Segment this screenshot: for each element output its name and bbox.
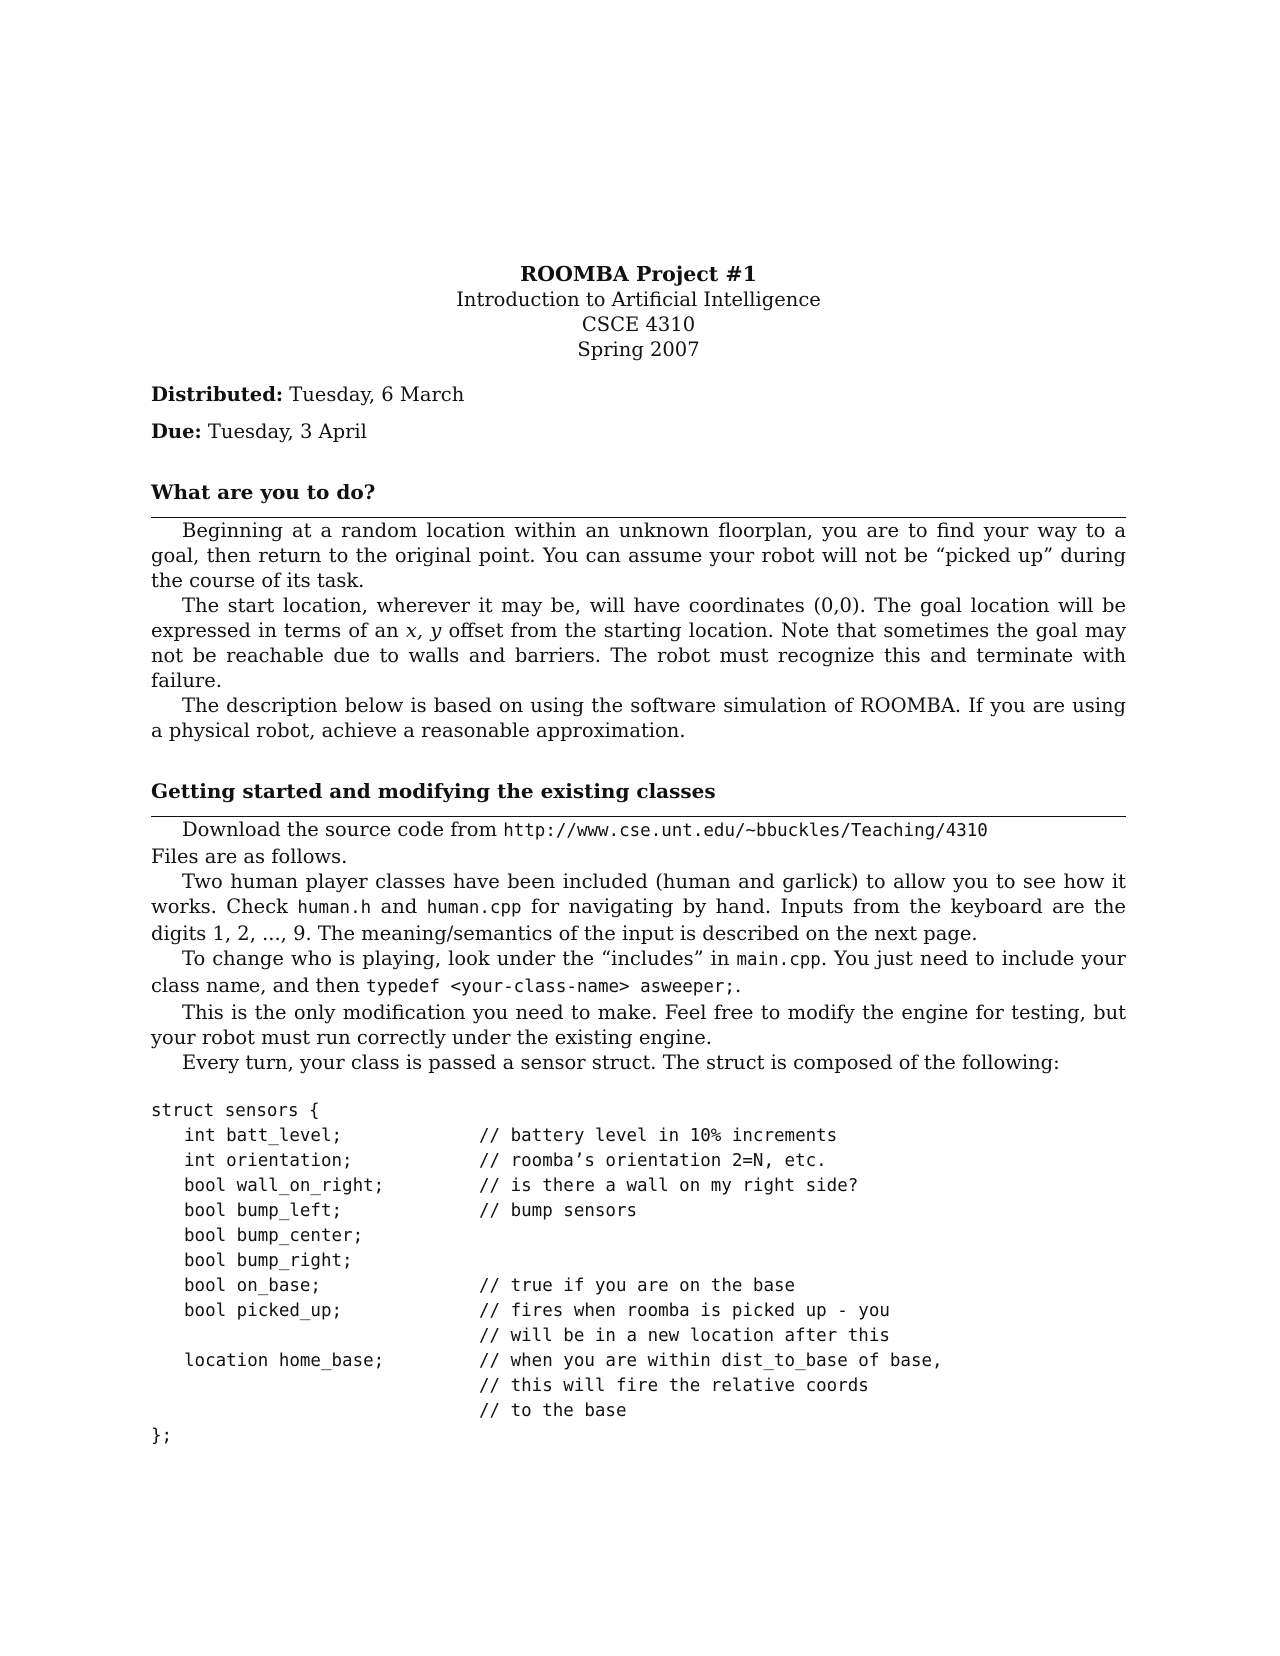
code-declaration: bool bump_left; [184, 1201, 343, 1221]
code-line [151, 1399, 1126, 1424]
paragraph-sensor-struct: Every turn, your class is passed a sensor struct. The struct is composed of the following: [182, 1051, 1060, 1074]
filename-human-h: human.h [297, 898, 372, 918]
code-declaration: bool bump_center; [184, 1226, 364, 1246]
code-comment: // true if you are on the base [479, 1276, 796, 1296]
distributed-date [151, 382, 1126, 407]
code-comment: // will be in a new location after this [479, 1326, 890, 1346]
code-block-sensors [151, 1099, 1126, 1449]
code-comment: // roomba’s orientation 2=N, etc. [479, 1151, 827, 1171]
due-label: Due: [151, 420, 202, 443]
paragraph-files: Files are as follows. [151, 845, 348, 868]
paragraph-task: Beginning at a random location within an unknown floorplan, you are to find your way to a goal, then return to the original point. You can assume your robot will not be “picked up” during the course of its task. [151, 519, 1126, 592]
document-title: ROOMBA Project #1 [520, 262, 757, 286]
code-comment: // battery level in 10% increments [479, 1126, 838, 1146]
text-segment: To change who is playing, look under the “includes” in [182, 947, 737, 970]
text-segment: Two human player classes have been included (human and garlick) to allow you to see how it works. Check [151, 870, 1126, 918]
paragraph-download [151, 817, 1126, 844]
code-comment: // fires when roomba is picked up - you [479, 1301, 890, 1321]
code-line [151, 1224, 1126, 1249]
code-line [151, 1174, 1126, 1199]
document-page [151, 262, 1126, 1449]
term: Spring 2007 [577, 338, 700, 361]
code-line: struct sensors { [151, 1101, 320, 1121]
download-url[interactable]: http://www.cse.unt.edu/~bbuckles/Teaching/4310 [503, 821, 988, 841]
code-line [151, 1249, 1126, 1274]
code-comment: // bump sensors [479, 1201, 638, 1221]
distributed-label: Distributed: [151, 383, 284, 406]
code-line [151, 1374, 1126, 1399]
code-declaration: bool wall_on_right; [184, 1176, 385, 1196]
due-value: Tuesday, 3 April [201, 420, 367, 443]
due-date [151, 419, 1126, 444]
download-text: Download the source code from [182, 818, 504, 841]
code-comment: // to the base [479, 1401, 627, 1421]
code-declaration: int orientation; [184, 1151, 353, 1171]
filename-main-cpp: main.cpp [736, 950, 821, 970]
section-heading-what-to-do: What are you to do? [151, 480, 376, 504]
code-comment: // this will fire the relative coords [479, 1376, 869, 1396]
title-block [151, 262, 1126, 362]
text-segment: for navigating by hand. Inputs from the keyboard are the digits 1, 2, ..., 9. The meaning/semantics of the input is described on the next page. [151, 895, 1126, 945]
code-line [151, 1349, 1126, 1374]
code-line: }; [151, 1426, 173, 1446]
code-line [151, 1149, 1126, 1174]
course-name: Introduction to Artificial Intelligence [456, 288, 821, 311]
code-line [151, 1199, 1126, 1224]
section-heading-getting-started: Getting started and modifying the existing classes [151, 779, 716, 803]
code-comment: // when you are within dist_to_base of base, [479, 1351, 943, 1371]
paragraph-only-modification: This is the only modification you need to make. Feel free to modify the engine for testing, but your robot must run correctly under the existing engine. [151, 1001, 1126, 1049]
distributed-value: Tuesday, 6 March [283, 383, 465, 406]
paragraph-description: The description below is based on using the software simulation of ROOMBA. If you are using a physical robot, achieve a reasonable approximation. [151, 694, 1126, 742]
filename-human-cpp: human.cpp [426, 898, 522, 918]
code-line [151, 1324, 1126, 1349]
code-declaration: bool bump_right; [184, 1251, 353, 1271]
code-declaration: int batt_level; [184, 1126, 343, 1146]
typedef-code: typedef <your-class-name> asweeper; [366, 977, 735, 997]
code-declaration: bool picked_up; [184, 1301, 343, 1321]
text-segment: . You just need to include your class name, and then [151, 947, 1126, 997]
code-declaration: location home_base; [184, 1351, 385, 1371]
code-declaration: bool on_base; [184, 1276, 321, 1296]
code-line [151, 1124, 1126, 1149]
course-code: CSCE 4310 [581, 313, 696, 336]
text-segment: and [371, 895, 427, 918]
code-line [151, 1299, 1126, 1324]
paragraph-human-players [151, 869, 1126, 946]
text-segment: . [734, 974, 742, 997]
code-comment: // is there a wall on my right side? [479, 1176, 859, 1196]
paragraph-change-player [151, 946, 1126, 1000]
paragraph-start-location: The start location, wherever it may be, will have coordinates (0,0). The goal location will be expressed in terms of an x, y offset from the starting location. Note that sometimes the goal may not be reachable due to walls and barriers. The robot must recognize this and terminate with failure. [151, 594, 1126, 692]
code-line [151, 1274, 1126, 1299]
